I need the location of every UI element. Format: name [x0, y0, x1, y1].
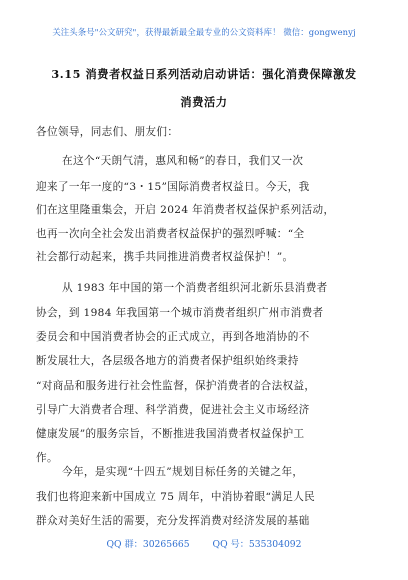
- header-notice: 关注头条号"公文研究"，获得最新最全最专业的公文资料库！ 微信：gongwenyj: [52, 27, 356, 37]
- paragraph-1-line: 们在这里隆重集会，开启 2024 年消费者权益保护系列活动，: [36, 204, 335, 216]
- document-title-line-2: 消费活力: [180, 95, 228, 109]
- paragraph-2-line: 委员会和中国消费者协会的正式成立，再到各地消协的不: [36, 331, 310, 343]
- paragraph-3-line: 群众对美好生活的需要，充分发挥消费对经济发展的基础: [36, 515, 310, 527]
- document-title-line-1: 3.15 消费者权益日系列活动启动讲话：强化消费保障激发: [51, 67, 357, 81]
- paragraph-1-line: 在这个“天朗气清，惠风和畅”的春日，我们又一次: [62, 155, 304, 167]
- paragraph-3-line: 我们也将迎来新中国成立 75 周年，中消协着眼“满足人民: [36, 491, 316, 503]
- paragraph-2-line: 作。: [36, 452, 58, 464]
- greeting: 各位领导，同志们、朋友们：: [36, 126, 179, 138]
- paragraph-2-line: “对商品和服务进行社会性监督，保护消费者的合法权益，: [36, 380, 316, 392]
- qq-number: QQ 号：535304092: [212, 539, 302, 550]
- paragraph-1-line: 迎来了一年一度的“3・15”国际消费者权益日。今天，我: [36, 181, 310, 193]
- footer-contact: [0, 536, 408, 550]
- paragraph-1-line: 社会都行动起来，携手共同推进消费者权益保护！”。: [36, 251, 294, 263]
- qq-group: QQ 群：30265665: [106, 539, 190, 550]
- paragraph-2-line: 健康发展”的服务宗旨，不断推进我国消费者权益保护工: [36, 428, 305, 440]
- paragraph-2-line: 引导广大消费者合理、科学消费，促进社会主义市场经济: [36, 404, 310, 416]
- paragraph-2-line: 从 1983 年中国的第一个消费者组织河北新乐县消费者: [62, 282, 328, 294]
- paragraph-3-line: 今年，是实现“十四五”规划目标任务的关键之年，: [62, 466, 304, 478]
- paragraph-2-line: 断发展壮大，各层级各地方的消费者保护组织始终秉持: [36, 355, 299, 367]
- paragraph-2-line: 协会，到 1984 年我国第一个城市消费者组织广州市消费者: [36, 307, 324, 319]
- paragraph-1-line: 也再一次向全社会发出消费者权益保护的强烈呼喊：“全: [36, 228, 305, 240]
